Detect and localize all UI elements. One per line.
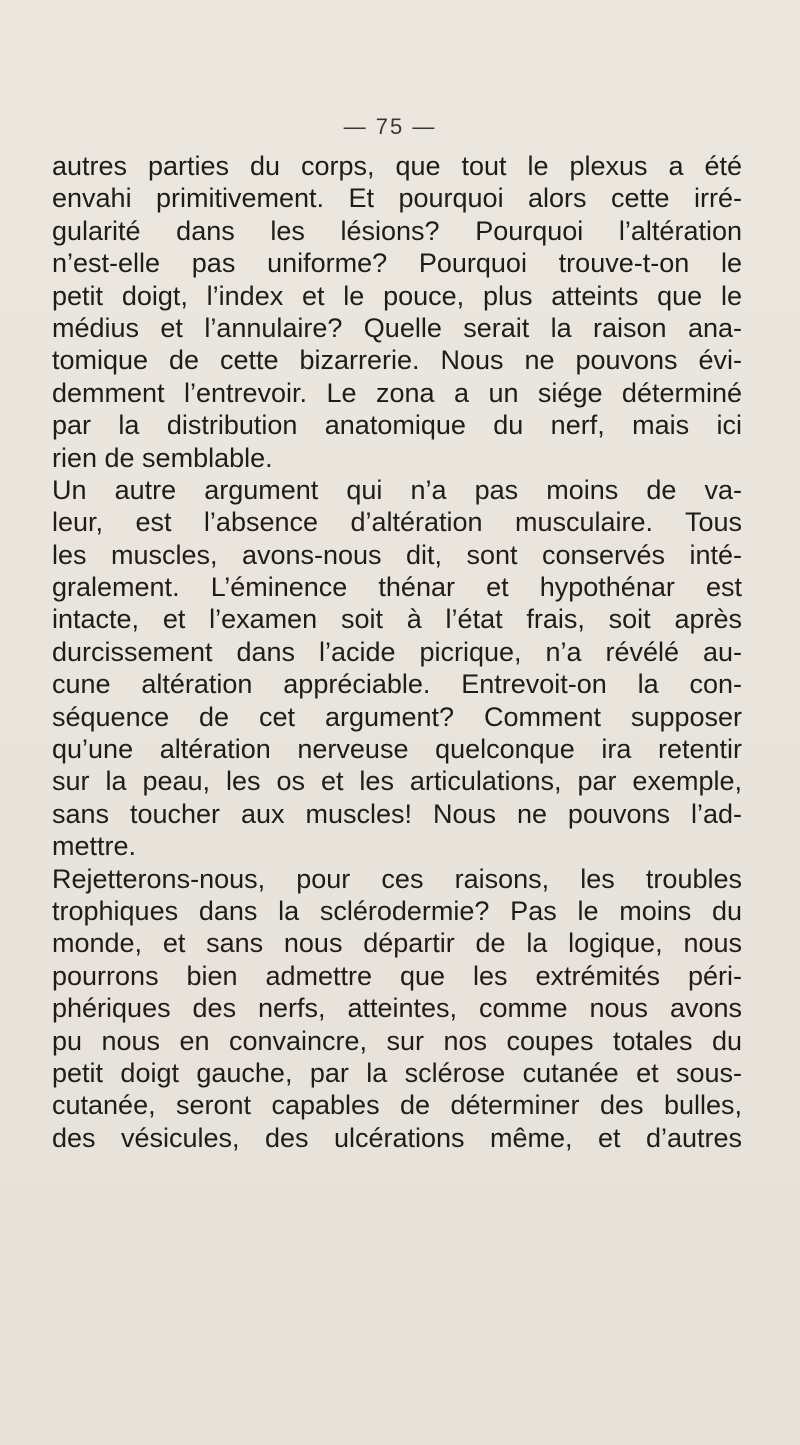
- text-line: durcissement dans l’acide picrique, n’a révélé au-: [52, 636, 742, 667]
- text-line: Un autre argument qui n’a pas moins de va-: [52, 474, 742, 505]
- text-line: autres parties du corps, que tout le plexus a été: [52, 151, 742, 181]
- text-line: phériques des nerfs, atteintes, comme nous avons: [52, 993, 742, 1024]
- text-line: médius et l’annulaire? Quelle serait la raison ana-: [52, 312, 742, 343]
- text-line: rien de semblable.: [52, 442, 273, 473]
- text-line: des vésicules, des ulcérations même, et d’autres: [52, 1122, 742, 1153]
- text-line: gularité dans les lésions? Pourquoi l’altération: [52, 215, 742, 246]
- text-line: pourrons bien admettre que les extrémités péri-: [52, 960, 742, 991]
- text-line: envahi primitivement. Et pourquoi alors cette irré-: [52, 183, 742, 214]
- text-line: mettre.: [52, 831, 137, 862]
- text-line: cutanée, seront capables de déterminer des bulles,: [52, 1090, 742, 1121]
- text-line: intacte, et l’examen soit à l’état frais, soit après: [52, 604, 742, 635]
- text-line: par la distribution anatomique du nerf, mais ici: [52, 410, 742, 441]
- text-line: sans toucher aux muscles! Nous ne pouvons l’ad-: [52, 798, 742, 829]
- text-line: pu nous en convaincre, sur nos coupes totales du: [52, 1025, 742, 1056]
- text-line: Rejetterons-nous, pour ces raisons, les troubles: [52, 863, 742, 894]
- text-line: les muscles, avons-nous dit, sont conservés inté-: [52, 539, 742, 570]
- text-line: n’est-elle pas uniforme? Pourquoi trouve-t-on le: [52, 248, 742, 279]
- text-line: tomique de cette bizarrerie. Nous ne pouvons évi-: [52, 345, 742, 376]
- page-number: — 75 —: [343, 114, 437, 139]
- text-line: qu’une altération nerveuse quelconque ira retentir: [52, 734, 742, 765]
- text-line: monde, et sans nous départir de la logique, nous: [52, 928, 742, 959]
- body-text: [52, 150, 742, 1154]
- text-line: sur la peau, les os et les articulations, par exemple,: [52, 766, 742, 797]
- text-line: gralement. L’éminence thénar et hypothénar est: [52, 572, 742, 603]
- text-line: trophiques dans la sclérodermie? Pas le moins du: [52, 895, 742, 926]
- text-line: leur, est l’absence d’altération musculaire. Tous: [52, 507, 742, 538]
- text-line: petit doigt, l’index et le pouce, plus atteints que le: [52, 280, 742, 311]
- text-line: séquence de cet argument? Comment supposer: [52, 701, 742, 732]
- text-line: cune altération appréciable. Entrevoit-on la con-: [52, 669, 742, 700]
- text-line: demment l’entrevoir. Le zona a un siége déterminé: [52, 377, 742, 408]
- text-line: petit doigt gauche, par la sclérose cutanée et sous-: [52, 1057, 742, 1088]
